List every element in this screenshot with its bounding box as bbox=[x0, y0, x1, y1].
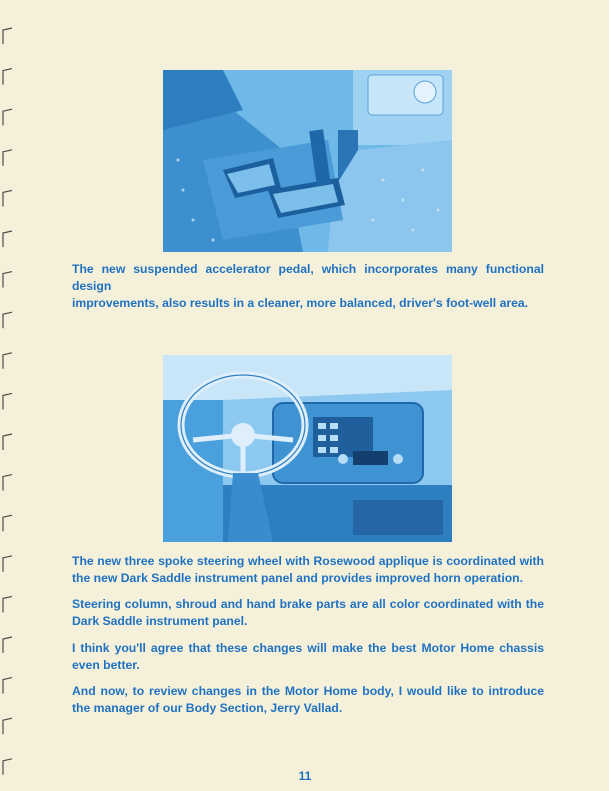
caption-line-1: The new suspended accelerator pedal, which incorporates many functional design bbox=[72, 262, 544, 293]
binder-ring-mark bbox=[3, 759, 12, 775]
binder-ring-mark bbox=[3, 109, 12, 125]
motor-home-paragraph: I think you'll agree that these changes will make the best Motor Home chassis even better. bbox=[72, 641, 544, 672]
binder-ring-mark bbox=[3, 637, 12, 653]
binder-ring-mark bbox=[3, 515, 12, 531]
binder-ring-mark bbox=[3, 475, 12, 491]
binder-ring-mark bbox=[3, 231, 12, 247]
steering-column-paragraph: Steering column, shroud and hand brake parts are all color coordinated with the Dark Saddle instrument panel. bbox=[72, 597, 544, 628]
binder-ring-mark bbox=[3, 69, 12, 85]
binder-ring-mark bbox=[3, 596, 12, 612]
binder-ring-mark bbox=[3, 272, 12, 288]
binder-ring-mark bbox=[3, 718, 12, 734]
binder-ring-mark bbox=[3, 312, 12, 328]
introduction-paragraph: And now, to review changes in the Motor Home body, I would like to introduce the manager of our Body Section, Jerry Vallad. bbox=[72, 684, 544, 715]
binder-ring-mark bbox=[3, 393, 12, 409]
accelerator-pedal-photo bbox=[163, 70, 452, 252]
page-number: 11 bbox=[298, 769, 312, 783]
steering-wheel-paragraph: The new three spoke steering wheel with Rosewood applique is coordinated with the new Dark Saddle instrument panel and provides improved horn operation. bbox=[72, 554, 544, 585]
binder-rings bbox=[0, 0, 14, 791]
binder-ring-mark bbox=[3, 434, 12, 450]
binder-ring-mark bbox=[3, 556, 12, 572]
steering-wheel-dashboard-photo bbox=[163, 355, 452, 542]
binder-ring-mark bbox=[3, 678, 12, 694]
binder-holes-graphic bbox=[0, 0, 14, 791]
binder-ring-mark bbox=[3, 353, 12, 369]
binder-ring-mark bbox=[3, 190, 12, 206]
binder-ring-mark bbox=[3, 150, 12, 166]
accelerator-pedal-caption bbox=[72, 261, 544, 312]
caption-line-2: improvements, also results in a cleaner, more balanced, driver's foot-well area. bbox=[72, 296, 529, 310]
binder-ring-mark bbox=[3, 28, 12, 44]
